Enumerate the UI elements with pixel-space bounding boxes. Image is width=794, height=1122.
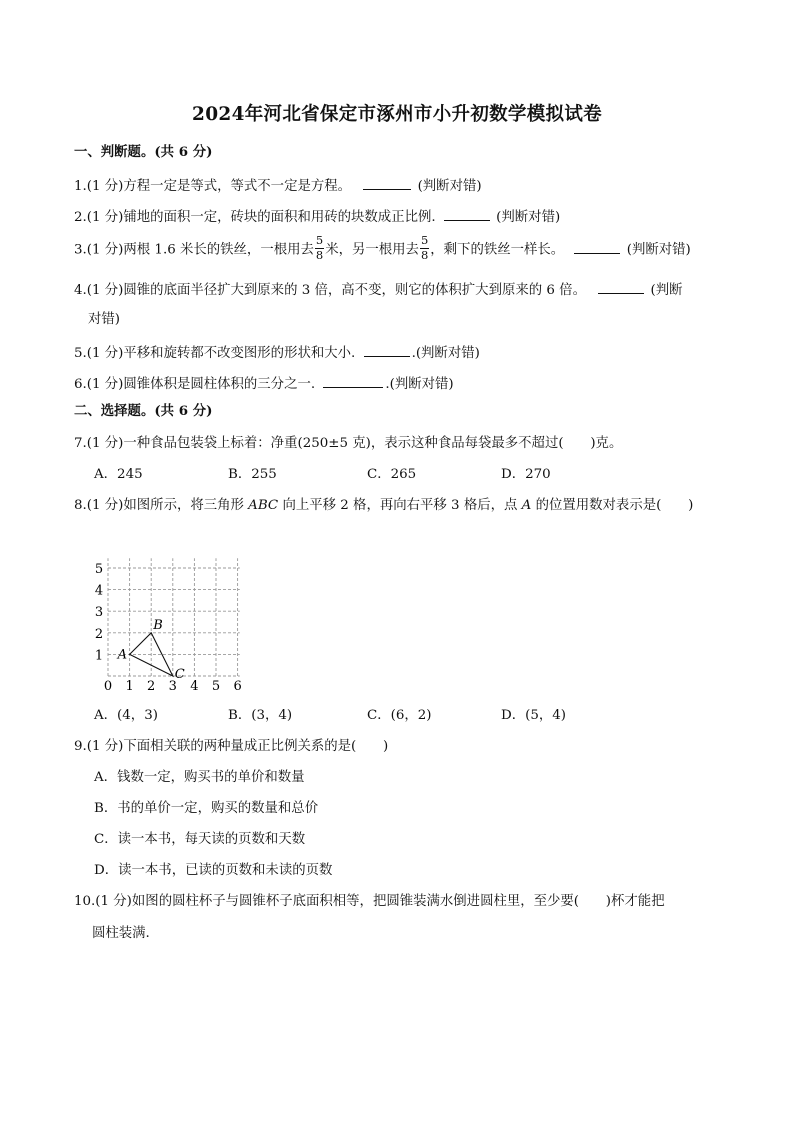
x-tick-label-6: 6 [233, 679, 242, 694]
q7-option-d[interactable]: D．270 [501, 467, 551, 482]
section-heading-judgement: 一、判断题。(共 6 分) [74, 144, 213, 160]
y-tick-label-3: 3 [94, 605, 104, 621]
question-2-tail: (判断对错) [496, 210, 561, 225]
question-10-wrap: 圆柱装满. [92, 926, 150, 941]
question-9: 9.(1 分)下面相关联的两种量成正比例关系的是( ) [74, 739, 389, 754]
q7-option-c[interactable]: C．265 [367, 467, 417, 482]
page-title: 2024年河北省保定市涿州市小升初数学模拟试卷 [192, 104, 602, 125]
x-tick-label-2: 2 [147, 679, 156, 694]
question-3-post: ，剩下的铁丝一样长。 [430, 242, 565, 258]
question-6-tail: .(判断对错) [385, 377, 454, 392]
fraction-5-8-second: $\frac{5}{8}$ [420, 233, 429, 262]
answer-blank-4[interactable] [598, 281, 644, 294]
y-tick-label-5: 5 [94, 562, 104, 577]
x-tick-label-1: 1 [125, 679, 134, 694]
point-label-a: A [117, 647, 127, 663]
question-1 [74, 177, 482, 193]
answer-blank-5[interactable] [364, 344, 410, 357]
x-tick-label-5: 5 [211, 679, 221, 694]
y-tick-label-4: 4 [94, 583, 104, 599]
answer-blank-3[interactable] [574, 241, 620, 254]
x-tick-label-0: 0 [103, 679, 113, 694]
question-3-pre: 3.(1 分)两根 1.6 米长的铁丝，一根用去 [74, 242, 314, 258]
grid-lines [108, 558, 240, 676]
answer-blank-6[interactable] [323, 375, 383, 388]
question-2 [74, 208, 560, 224]
question-4-text: 4.(1 分)圆锥的底面半径扩大到原来的 3 倍，高不变，则它的体积扩大到原来的 6 倍。 [74, 283, 586, 298]
q8-option-c[interactable]: C．(6，2) [367, 708, 432, 723]
grid-figure [90, 555, 260, 700]
point-label-c: C [174, 667, 185, 682]
question-3-mid: 米，另一根用去 [325, 242, 419, 258]
q8-option-d[interactable]: D．(5，4) [501, 708, 567, 723]
answer-blank-2[interactable] [444, 208, 490, 221]
y-tick-label-1: 1 [94, 648, 104, 664]
question-8-post: 的位置用数对表示是( ) [535, 498, 694, 513]
question-5-text: 5.(1 分)平移和旋转都不改变图形的形状和大小. [74, 346, 356, 361]
y-tick-label-2: 2 [94, 626, 104, 642]
triangle-abc-label: ABC [248, 498, 279, 513]
question-8 [74, 499, 693, 512]
q9-option-d[interactable]: D．读一本书，已读的页数和未读的页数 [94, 863, 333, 878]
question-2-text: 2.(1 分)铺地的面积一定，砖块的面积和用砖的块数成正比例. [74, 210, 436, 225]
q8-option-b[interactable]: B．(3，4) [228, 708, 293, 723]
question-6-text: 6.(1 分)圆锥体积是圆柱体积的三分之一. [74, 377, 316, 392]
question-4-tail: (判断 [650, 283, 683, 298]
x-tick-label-4: 4 [190, 679, 199, 694]
question-5 [74, 344, 480, 360]
point-label-b: B [153, 617, 163, 633]
question-6 [74, 375, 454, 391]
q9-option-c[interactable]: C．读一本书，每天读的页数和天数 [94, 832, 306, 847]
q9-option-b[interactable]: B．书的单价一定，购买的数量和总价 [94, 801, 319, 816]
q7-option-b[interactable]: B．255 [228, 467, 277, 482]
question-10: 10.(1 分)如图的圆柱杯子与圆锥杯子底面积相等，把圆锥装满水倒进圆柱里，至少要( )杯才能把 [74, 894, 665, 909]
question-8-pre: 8.(1 分)如图所示，将三角形 [74, 498, 244, 513]
question-3-tail: (判断对错) [626, 242, 691, 258]
x-tick-label-3: 3 [168, 679, 177, 694]
point-a-label: A [521, 498, 532, 513]
question-7: 7.(1 分)一种食品包装袋上标着：净重(250±5 克)，表示这种食品每袋最多不超过( )克。 [74, 436, 623, 451]
question-8-mid: 向上平移 2 格，再向右平移 3 格后，点 [282, 498, 518, 513]
section-heading-choice: 二、选择题。(共 6 分) [74, 403, 213, 419]
fraction-5-8-first: $\frac{5}{8}$ [315, 233, 324, 262]
question-3 [74, 233, 691, 263]
q8-option-a[interactable]: A．(4，3) [94, 708, 158, 723]
answer-blank-1[interactable] [363, 177, 411, 190]
question-1-text: 1.(1 分)方程一定是等式，等式不一定是方程。 [74, 179, 352, 194]
question-4-wrap: 对错) [88, 312, 121, 327]
question-5-tail: .(判断对错) [411, 346, 480, 361]
q7-option-a[interactable]: A．245 [94, 467, 143, 482]
question-1-tail: (判断对错) [417, 179, 482, 194]
q9-option-a[interactable]: A．钱数一定，购买书的单价和数量 [94, 770, 305, 785]
question-4 [74, 281, 683, 297]
